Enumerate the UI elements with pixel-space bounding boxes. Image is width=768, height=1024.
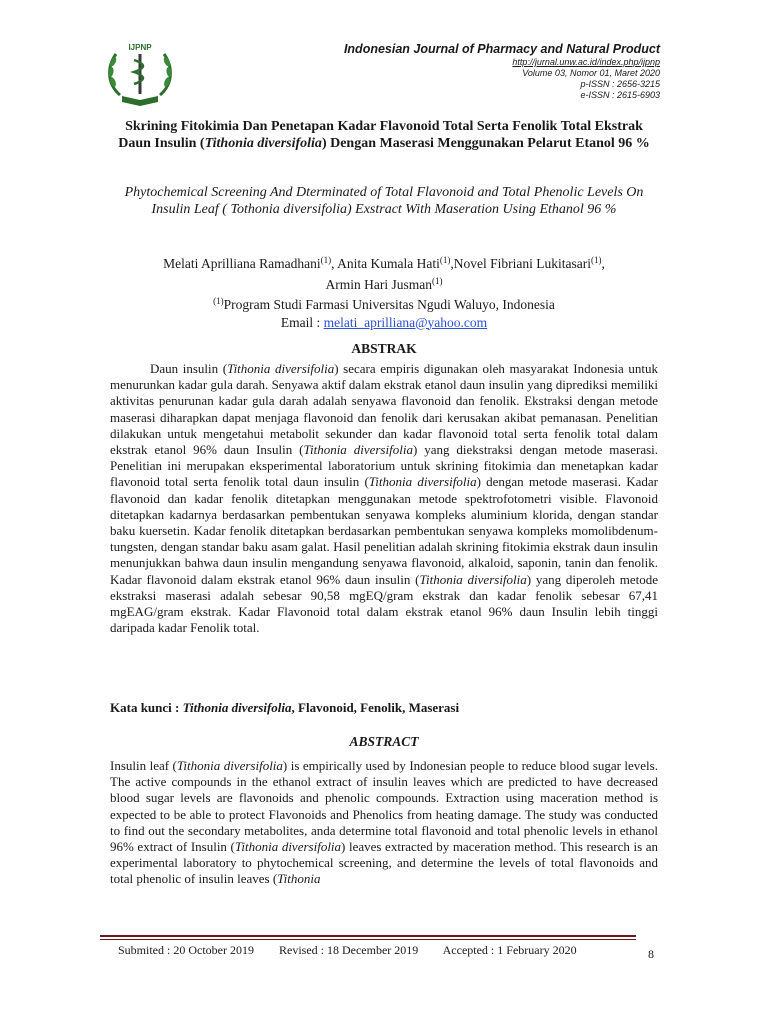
revised-date: Revised : 18 December 2019 — [278, 943, 419, 957]
logo-text: IJPNP — [128, 43, 152, 52]
paper-title-english: Phytochemical Screening And Dterminated of Total Flavonoid and Total Phenolic Levels On Insulin Leaf ( Tothonia diversifolia) Exstract With Maseration Using Ethanol 96 % — [124, 185, 644, 217]
journal-pissn: p-ISSN : 2656-3215 — [580, 79, 660, 89]
page-number: 8 — [648, 947, 654, 961]
accepted-date: Accepted : 1 February 2020 — [442, 943, 577, 957]
journal-info — [344, 42, 660, 101]
abstract-body: Insulin leaf (Tithonia diversifolia) is empirically used by Indonesian people to reduce blood sugar levels. The active compounds in the ethanol extract of insulin leaves which are predicted to have decreased blood sugar levels are flavonoids and phenolic compounds. Extraction using maceration method is expected to be able to protect Flavonoids and Phenolics from heating damage. The study was conducted to find out the secondary metabolites, anda determine total flavonoid and total phenolic levels in ethanol 96% extract of Insulin (Tithonia diversifolia) leaves extracted by maceration method. This research is an experimental laboratory to phytochemical screening, and determine the levels of total flavonoids and total phenolic of insulin leaves (Tithonia — [110, 758, 658, 887]
abstract-heading: ABSTRACT — [349, 734, 419, 749]
author-names-line2: Armin Hari Jusman$^{(1)}$ — [325, 275, 443, 292]
journal-logo — [100, 40, 180, 108]
journal-volume: Volume 03, Nomor 01, Maret 2020 — [522, 68, 660, 78]
footer-rule-thin — [100, 939, 636, 940]
footer-dates — [118, 943, 599, 958]
keywords: Kata kunci : Tithonia diversifolia, Flavonoid, Fenolik, Maserasi — [110, 700, 460, 715]
title-species: Tithonia diversifolia — [204, 136, 322, 151]
journal-name: Indonesian Journal of Pharmacy and Natural Product — [343, 42, 660, 56]
footer-rule — [100, 935, 636, 937]
affiliation: $^{(1)}$Program Studi Farmasi Universitas Ngudi Waluyo, Indonesia — [213, 296, 555, 312]
journal-url-link[interactable]: http://jurnal.unw.ac.id/index.php/ijpnp — [512, 57, 660, 67]
paper-title-indonesian: Skrining Fitokimia Dan Penetapan Kadar Flavonoid Total Serta Fenolik Total Ekstrak Daun Insulin (Tithonia diversifolia) Dengan Maserasi Menggunakan Pelarut Etanol 96 % — [118, 119, 650, 151]
journal-eissn: e-ISSN : 2615-6903 — [580, 90, 660, 100]
author-names: Melati Aprilliana Ramadhani$^{(1)}$, Anita Kumala Hati$^{(1)}$,Novel Fibriani Lukitasari$^{(1)}$, — [163, 255, 605, 271]
abstrak-body: Daun insulin (Tithonia diversifolia) secara empiris digunakan oleh masyarakat Indonesia untuk menurunkan kadar gula darah. Senyawa aktif dalam ekstrak etanol daun insulin yang diprediksi memiliki aktivitas penurunan kadar gula darah adalah senyawa flavonoid dan fenolik. Ekstraksi dengan metode maserasi diharapkan dapat menjaga flavonoid dan fenolik dari kerusakan akibat pemanasan. Penelitian dilakukan untuk mengetahui metabolit sekunder dan kadar flavonoid total serta fenolik total dalam ekstrak etanol 96% daun Insulin (Tithonia diversifolia) yang diekstraksi dengan metode maserasi. Penelitian ini merupakan eksperimental laboratorium untuk skrining fitokimia dan menetapkan kadar flavonoid total serta fenolik total daun insulin (Tithonia diversifolia) dengan metode maserasi. Kadar flavonoid dan kadar fenolik ditetapkan menggunakan metode spektrofotometri visible. Flavonoid ditetapkan kadarnya berdasarkan pembentukan senyawa kompleks aluminium klorida, dengan standar baku kuersetin. Kadar fenolik ditetapkan berdasarkan pembentukan senyawa kompleks momolibdenum-tungsten, dengan standar baku asam galat. Hasil penelitian adalah skrining fitokimia ekstrak daun insulin menunjukkan bahwa daun insulin mengandung senyawa flavonoid, alkaloid, saponin, tanin dan fenolik. Kadar flavonoid dalam ekstrak etanol 96% daun insulin (Tithonia diversifolia) yang diperoleh metode ekstraksi maserasi adalah sebesar 90,58 mgEQ/gram ekstrak dan kadar fenolik sebesar 67,41 mgEAG/gram ekstrak. Kadar Flavonoid total dalam ekstrak etanol 96% daun Insulin lebih tinggi daripada kadar Fenolik total. — [110, 361, 659, 636]
journal-header — [0, 0, 768, 110]
author-block — [110, 252, 658, 331]
email-link[interactable]: melati_aprilliana@yahoo.com — [323, 314, 488, 330]
abstrak-heading: ABSTRAK — [351, 341, 417, 356]
email-line: Email : melati_aprilliana@yahoo.com — [280, 314, 488, 330]
submitted-date: Submited : 20 October 2019 — [118, 943, 254, 957]
